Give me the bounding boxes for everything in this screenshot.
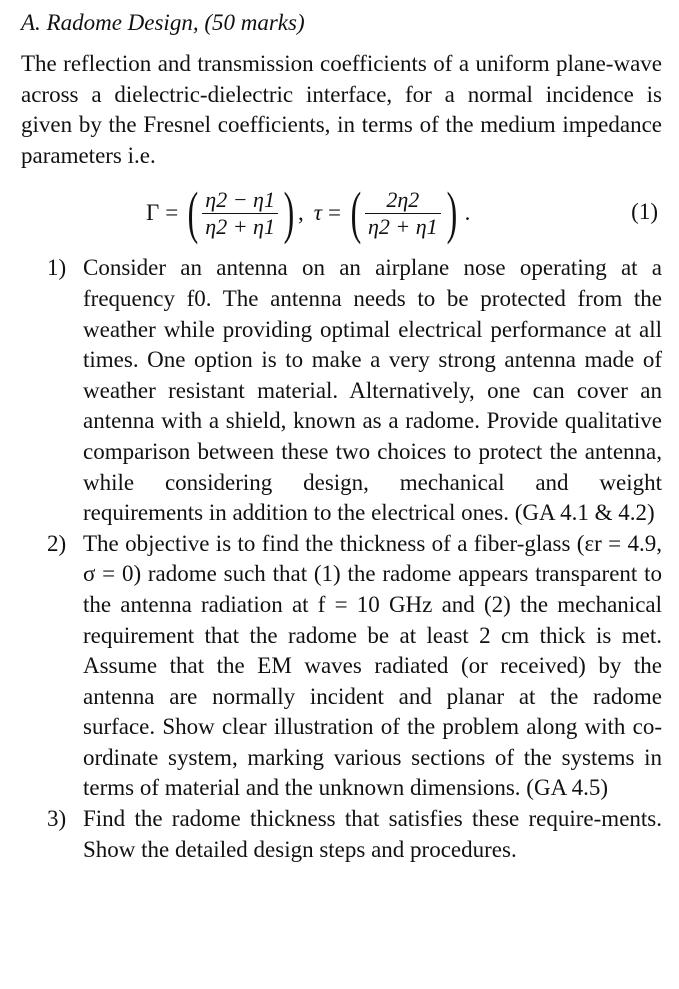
tau-denominator: η2 + η1 [367,214,438,240]
list-item [21,804,662,865]
gamma-fraction [202,187,278,240]
gamma-denominator: η2 + η1 [205,214,275,240]
equals-sign-2: = [327,200,341,226]
question-page [21,8,662,865]
list-item [21,529,662,804]
equation-comma: , [297,200,304,226]
right-paren: ) [283,180,295,246]
left-paren-2: ( [350,180,362,246]
equation-number: (1) [631,199,658,225]
fresnel-equation [21,177,662,253]
right-paren-2: ) [446,180,457,246]
equation-period: . [464,200,471,226]
gamma-symbol: Γ [146,200,160,226]
gamma-numerator: η2 − η1 [205,186,275,212]
item-marker: 1) [47,255,67,281]
equation-body [146,181,470,245]
section-heading: A. Radome Design, (50 marks) [21,10,305,35]
item-text: The objective is to find the thickness of a fiber-glass (εr = 4.9, σ = 0) radome such that (1) the radome appears transparent to the antenna radiation at f = 10 GHz and (2) the mechanical requirement that the radome be at least 2 cm thick is met. Assume that the EM waves radiated (or received) by the antenna are normally incident and planar at the radome surface. Show clear illustration of the problem along with co-ordinate system, marking various sections of the systems in terms of material and the unknown dimensions. (GA 4.5) [83,530,662,801]
list-item [21,253,662,528]
left-paren: ( [187,180,199,246]
tau-fraction [365,187,441,240]
equals-sign: = [165,200,179,226]
tau-symbol: τ [313,200,322,226]
item-marker: 3) [47,806,67,832]
question-list [21,253,662,865]
intro-paragraph: The reflection and transmission coefficients of a uniform plane-wave across a dielectric-dielectric interface, for a normal incidence is given by the Fresnel coefficients, in terms of the medium impedance parameters i.e. [21,51,662,168]
item-text: Consider an antenna on an airplane nose operating at a frequency f0. The antenna needs to be protected from the weather while providing optimal electrical performance at all times. One option is to make a very strong antenna made of weather resistant material. Alternatively, one can cover an antenna with a shield, known as a radome. Provide qualitative comparison between these two choices to protect the antenna, while considering design, mechanical and weight requirements in addition to the electrical ones. (GA 4.1 & 4.2) [83,255,662,526]
item-text: Find the radome thickness that satisfies these require-ments. Show the detailed design steps and procedures. [83,806,662,862]
item-marker: 2) [47,530,67,556]
tau-numerator: 2η2 [386,186,420,212]
